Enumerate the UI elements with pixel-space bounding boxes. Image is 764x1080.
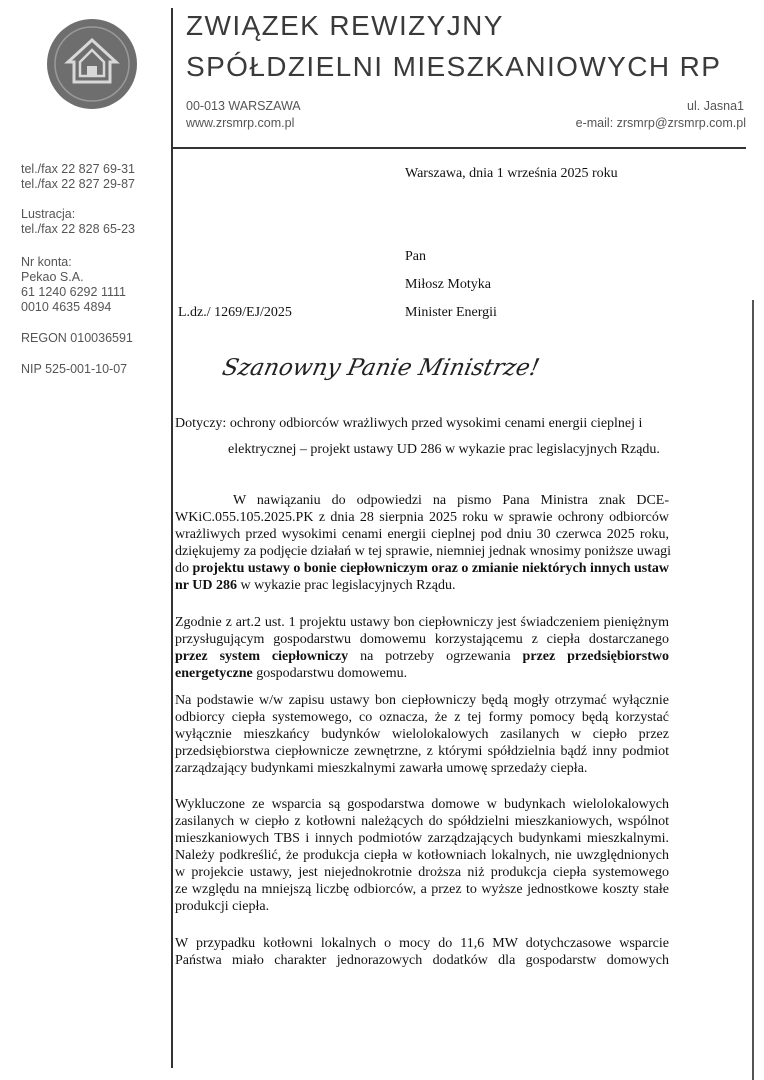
page-edge-shadow: [752, 300, 754, 1080]
reference-number: L.dz./ 1269/EJ/2025: [178, 305, 292, 320]
account-number-1: 61 1240 6292 1111: [21, 285, 126, 299]
sidebar-account: [21, 255, 126, 315]
p4-line-6: ze względu na mniejszą liczbę odbiorców, a przez to wyższe jednostkowe koszty stałe: [175, 882, 669, 897]
handwritten-salutation: [219, 343, 542, 391]
header-divider: [171, 147, 746, 149]
street-address: ul. Jasna1: [687, 99, 744, 113]
p2-line-4a: energetyczne: [175, 666, 253, 681]
sidebar-lustracja: [21, 207, 135, 237]
p1-line-5b: projektu ustawy o bonie ciepłowniczym oraz o zmianie niektórych innych ustaw: [192, 561, 670, 576]
p4-line-7: produkcji ciepła.: [175, 899, 270, 914]
bank-name: Pekao S.A.: [21, 270, 84, 284]
p1-line-6b: w wykazie prac legislacyjnych Rządu.: [236, 578, 456, 593]
p5-line-2: Państwa miało charakter jednorazowych dodatków dla gospodarstw domowych: [175, 953, 669, 968]
p4-line-1: Wykluczone ze wsparcia są gospodarstwa domowe w budynkach wielolokalowych: [175, 797, 669, 812]
p3-line-1: Na podstawie w/w zapisu ustawy bon ciepłowniczy będą mogły otrzymać wyłącznie: [175, 693, 669, 708]
p3-line-5: zarządzający budynkami mieszkalnymi zawarła umowę sprzedaży ciepła.: [175, 761, 588, 776]
p4-line-3: mieszkaniowych TBS i innych podmiotów zarządzających budynkami mieszkalnymi.: [175, 831, 669, 846]
p3-line-3: wyłącznie mieszkańcy budynków wielolokalowych zasilanych w ciepło przez: [175, 727, 669, 742]
org-name-line1: ZWIĄZEK REWIZYJNY: [186, 10, 504, 41]
recipient-role: Minister Energii: [405, 305, 497, 320]
p2-line-1: Zgodnie z art.2 ust. 1 projektu ustawy bon ciepłowniczy jest świadczeniem pieniężnym: [175, 615, 669, 630]
p2-line-3: [175, 648, 669, 665]
postal-city: 00-013 WARSZAWA: [186, 99, 301, 113]
p2-line-3c: przez przedsiębiorstwo: [522, 649, 669, 664]
p2-line-4: [175, 665, 669, 682]
p2-line-3a: przez system ciepłowniczy: [175, 649, 349, 664]
email-address: e-mail: zrsmrp@zrsmrp.com.pl: [575, 116, 746, 130]
paragraph-1: [175, 492, 672, 594]
p1-line-2: WKiC.055.105.2025.PK z dnia 28 sierpnia 2025 roku w sprawie ochrony odbiorców: [175, 510, 669, 525]
logo-seal: [46, 18, 138, 110]
p1-line-6: [175, 577, 669, 594]
paragraph-4: [175, 796, 669, 915]
p1-line-5: [175, 560, 669, 577]
recipient-name: Miłosz Motyka: [405, 277, 491, 292]
p5-line-1: W przypadku kotłowni lokalnych o mocy do 11,6 MW dotychczasowe wsparcie: [175, 936, 669, 951]
p2-line-2: przysługującym gospodarstwu domowemu korzystającemu z ciepła dostarczanego: [175, 632, 669, 647]
p3-line-2: odbiorcy ciepła systemowego, co oznacza, że z tej formy pomocy będą korzystać: [175, 710, 669, 725]
account-number-2: 0010 4635 4894: [21, 300, 112, 314]
p3-line-4: przedsiębiorstwa ciepłownicze zewnętrzne, z którymi spółdzielnia bądź inny podmiot: [175, 744, 669, 759]
nip: NIP 525-001-10-07: [21, 362, 128, 376]
p1-line-4: dziękujemy za podjęcie działań w tej sprawie, niemniej jednak wnosimy poniższe uwagi: [175, 544, 672, 559]
lustracja-phone: tel./fax 22 828 65-23: [21, 222, 135, 236]
p1-line-5a: do: [175, 561, 193, 576]
website-link: www.zrsmrp.com.pl: [186, 116, 295, 130]
p4-line-5: w projekcie ustawy, jest niejednokrotnie droższa niż produkcja ciepła systemowego: [175, 865, 669, 880]
p2-line-4b: gospodarstwu domowemu.: [252, 666, 408, 681]
subject-line-1: Dotyczy: ochrony odbiorców wrażliwych przed wysokimi cenami energii cieplnej i: [175, 416, 643, 431]
regon: REGON 010036591: [21, 331, 133, 345]
vertical-divider: [171, 8, 173, 1068]
paragraph-5: [175, 935, 669, 969]
salutation-text: Szanowny Panie Ministrze!: [219, 354, 542, 381]
phone-2: tel./fax 22 827 29-87: [21, 177, 135, 191]
p4-line-2: zasilanych w ciepło z kotłowni należących do spółdzielni mieszkaniowych, wspólnot: [175, 814, 669, 829]
sidebar-phones: [21, 162, 135, 192]
recipient-title: Pan: [405, 249, 426, 264]
p1-line-1: W nawiązaniu do odpowiedzi na pismo Pana Ministra znak DCE-: [233, 493, 669, 508]
phone-1: tel./fax 22 827 69-31: [21, 162, 135, 176]
paragraph-3: [175, 692, 669, 777]
subject-line-2: elektrycznej – projekt ustawy UD 286 w wykazie prac legislacyjnych Rządu.: [228, 442, 660, 457]
p1-line-3: wrażliwych przed wysokimi cenami energii cieplnej pod dniu 30 czerwca 2025 roku,: [175, 527, 669, 542]
paragraph-2: [175, 614, 669, 682]
account-label: Nr konta:: [21, 255, 72, 269]
org-name-line2: SPÓŁDZIELNI MIESZKANIOWYCH RP: [186, 51, 722, 82]
p1-line-6a: nr UD 286: [175, 578, 237, 593]
p2-line-3b: na potrzeby ogrzewania: [348, 649, 523, 664]
p4-line-4: Należy podkreślić, że produkcja ciepła w kotłowniach lokalnych, nie uwzględnionych: [175, 848, 669, 863]
letter-date: Warszawa, dnia 1 września 2025 roku: [405, 166, 618, 181]
lustracja-label: Lustracja:: [21, 207, 76, 221]
